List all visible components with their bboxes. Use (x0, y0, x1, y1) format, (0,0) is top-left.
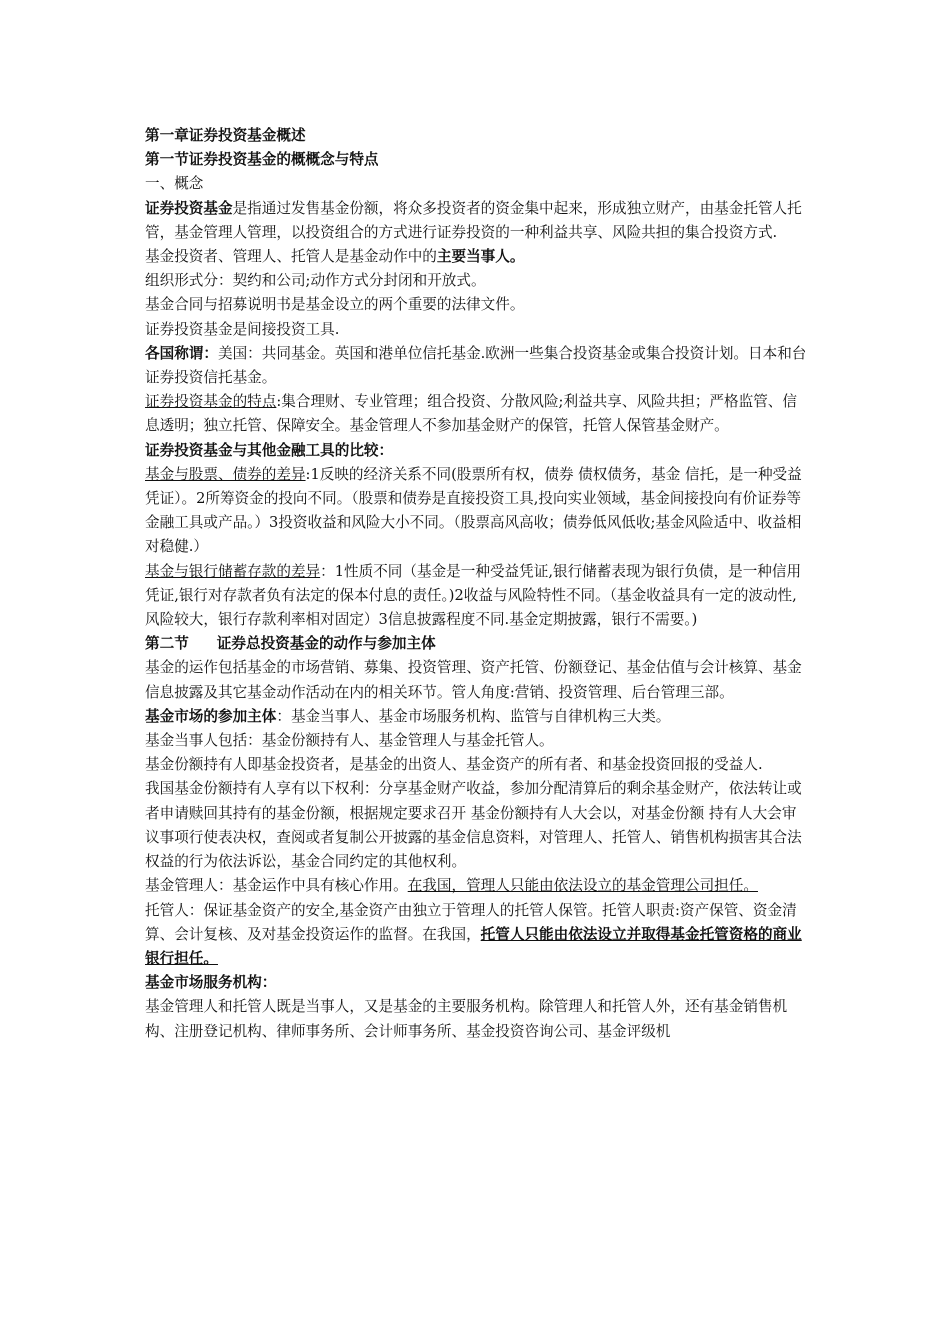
section-2-title (145, 632, 810, 656)
legal-docs-paragraph: 基金合同与招募说明书是基金设立的两个重要的法律文件。 (145, 296, 525, 314)
features-paragraph (145, 390, 810, 438)
stock-diff-label: 基金与股票、债券的差异 (145, 465, 306, 483)
names-text: 美国：共同基金。英国和港单位信托基金.欧洲一些集合投资基金或集合投资计划。日本和台证券投资信托基金。 (145, 344, 807, 387)
custodian-text: 托管人：保证基金资产的安全,基金资产由独立于管理人的托管人保管。托管人职责:资产保管、资金清算、会计复核、及对基金投资运作的监督。在我国， (145, 901, 797, 943)
features-text: :集合理财、专业管理；组合投资、分散风险;利益共享、风险共担；严格监管、信息透明；独立托管、保障安全。基金管理人不参加基金财产的保管，托管人保管基金财产。 (145, 393, 797, 435)
service-paragraph: 基金管理人和托管人既是当事人，又是基金的主要服务机构。除管理人和托管人外，还有基金销售机构、注册登记机构、律师事务所、会计师事务所、基金投资咨询公司、基金评级机 (145, 998, 788, 1040)
bank-diff-paragraph (145, 560, 810, 633)
holders-paragraph: 基金份额持有人即基金投资者，是基金的出资人、基金资产的所有者、和基金投资回报的受益人. (145, 756, 763, 774)
org-form-paragraph: 组织形式分：契约和公司;动作方式分封闭和开放式。 (145, 272, 486, 290)
participants-paragraph (145, 705, 810, 729)
features-label: 证券投资基金的特点 (145, 393, 277, 411)
participants-text: ：基金当事人、基金市场服务机构、监管与自律机构三大类。 (276, 707, 671, 725)
names-paragraph (145, 342, 810, 390)
custodian-paragraph (145, 899, 810, 972)
definition-text: 是指通过发售基金份额，将众多投资者的资金集中起来，形成独立财产，由基金托管人托管，基金管理人管理，以投资组合的方式进行证券投资的一种利益共享、风险共担的集合投资方式. (145, 199, 802, 241)
subsection-concept: 一、概念 (145, 175, 204, 193)
section-1-title: 第一节证券投资基金的概概念与特点 (145, 151, 379, 169)
document-body (145, 124, 810, 1044)
custodian-bold: 托管人只能由依法设立并取得基金托管资格的商业银行担任。 (145, 925, 802, 967)
parties-bold: 主要当事人。 (436, 248, 525, 266)
indirect-tool-paragraph: 证券投资基金是间接投资工具. (145, 320, 340, 338)
comparison-title: 证券投资基金与其他金融工具的比较： (145, 441, 394, 459)
operation-paragraph: 基金的运作包括基金的市场营销、募集、投资管理、资产托管、份额登记、基金估值与会计核算、基金信息披露及其它基金动作活动在内的相关环节。管人角度:营销、投资管理、后台管理三部。 (145, 659, 802, 701)
parties-include-paragraph: 基金当事人包括：基金份额持有人、基金管理人与基金托管人。 (145, 732, 554, 750)
names-label: 各国称谓： (145, 344, 218, 362)
definition-term: 证券投资基金 (145, 199, 233, 217)
chapter-title: 第一章证券投资基金概述 (145, 127, 306, 144)
rights-paragraph: 我国基金份额持有人享有以下权利：分享基金财产收益，参加分配清算后的剩余基金财产，依法转让或者申请赎回其持有的基金份额，根据规定要求召开 基金份额持有人大会以，对基金份额 持有人大会审议事项行使表决权，查阅或者复制公开披露的基金信息资料，对管理人、托管人、销售机构损害其合法权益的行为依法诉讼，基金合同约定的其他权利。 (145, 780, 802, 871)
service-title-paragraph (145, 971, 810, 995)
manager-paragraph (145, 874, 810, 898)
parties-paragraph (145, 245, 810, 269)
section-2-heading: 证券总投资基金的动作与参加主体 (216, 635, 436, 653)
participants-label: 基金市场的参加主体 (145, 707, 277, 725)
manager-text: 基金管理人：基金运作中具有核心作用。 (145, 877, 408, 895)
stock-diff-paragraph (145, 463, 810, 560)
manager-underline: 在我国，管理人只能由依法设立的基金管理公司担任。 (407, 877, 758, 895)
bank-diff-label: 基金与银行储蓄存款的差异 (145, 562, 321, 580)
service-title: 基金市场服务机构 (145, 974, 262, 992)
parties-text: 基金投资者、管理人、托管人是基金动作中的 (145, 248, 437, 266)
stock-diff-text: :1反映的经济关系不同(股票所有权，债券 债权债务，基金 信托，是一种受益凭证）。2所筹资金的投向不同。（股票和债券是直接投资工具,投向实业领域，基金间接投向有价证券等金融工具或产品。）3投资收益和风险大小不同。（股票高风高收；债券低风低收;基金风险适中、收益相对稳健.） (145, 465, 802, 556)
definition-paragraph (145, 197, 810, 245)
bank-diff-text: ：1性质不同（基金是一种受益凭证,银行储蓄表现为银行负债，是一种信用凭证,银行对存款者负有法定的保本付息的责任。)2收益与风险特性不同。（基金收益具有一定的波动性,风险较大，银行存款利率相对固定）3信息披露程度不同.基金定期披露，银行不需要。) (145, 562, 802, 629)
service-colon: ： (261, 974, 277, 992)
section-2-label: 第二节 (145, 635, 189, 653)
